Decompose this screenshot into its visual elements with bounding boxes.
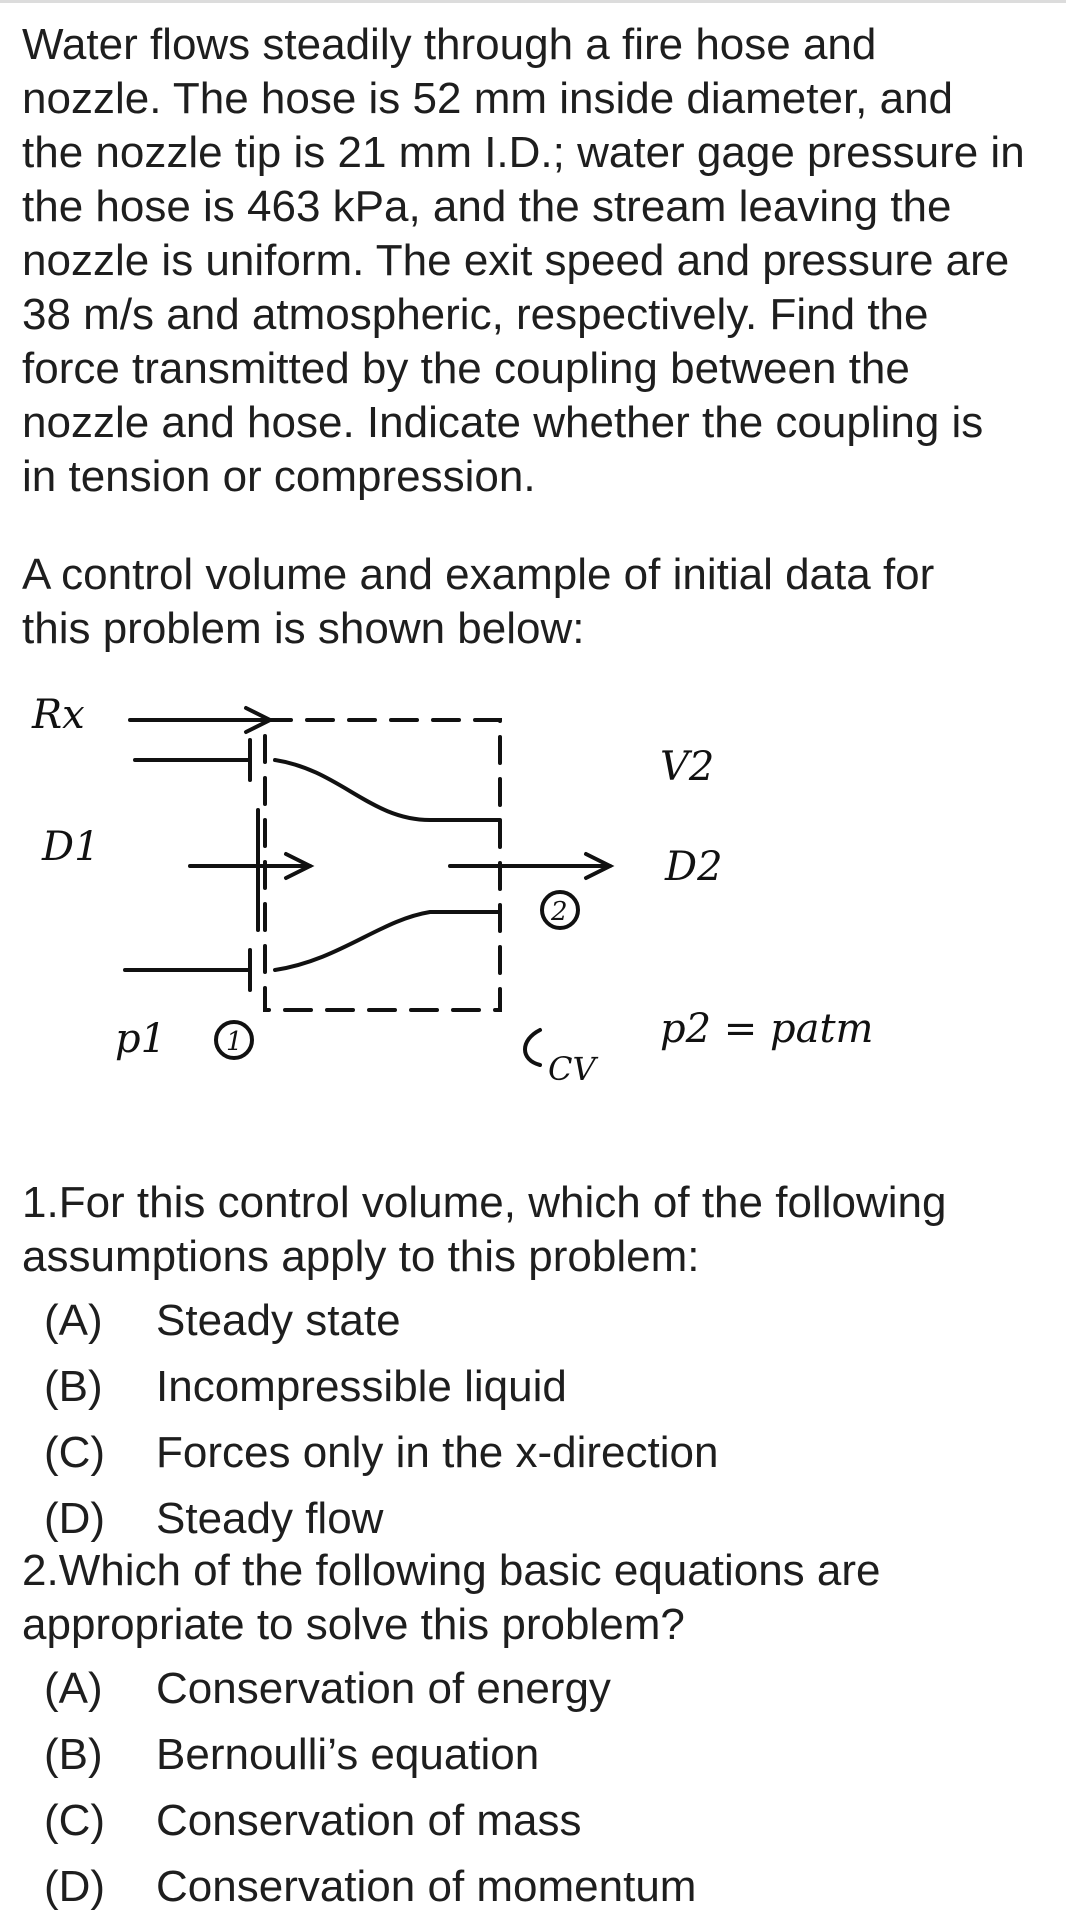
inlet-flow-arrow xyxy=(190,810,310,930)
q2-option-a[interactable] xyxy=(44,1662,611,1716)
label-station-2: 2 xyxy=(551,897,568,927)
hose-upper-wall xyxy=(135,740,500,820)
q1-option-b[interactable] xyxy=(44,1360,567,1414)
option-text: Bernoulli’s equation xyxy=(156,1730,540,1779)
intro-line: this problem is shown below: xyxy=(22,604,585,653)
option-text: Incompressible liquid xyxy=(156,1362,567,1411)
problem-line: nozzle is uniform. The exit speed and pressure are xyxy=(22,236,1010,285)
option-letter: (D) xyxy=(44,1862,106,1911)
option-letter: (A) xyxy=(44,1296,103,1345)
q1-option-c[interactable] xyxy=(44,1426,718,1480)
problem-statement xyxy=(22,18,1052,504)
label-p2-patm: p2 = patm xyxy=(660,1006,874,1052)
label-rx: Rx xyxy=(32,692,85,738)
option-text: Steady state xyxy=(156,1296,401,1345)
label-station-1: 1 xyxy=(226,1027,243,1057)
rx-arrow xyxy=(130,708,270,732)
label-cv: CV xyxy=(548,1050,596,1088)
top-divider xyxy=(0,0,1066,3)
option-letter: (C) xyxy=(44,1796,106,1845)
question-1 xyxy=(22,1176,1052,1284)
q1-option-d[interactable] xyxy=(44,1492,383,1546)
option-letter: (C) xyxy=(44,1428,106,1477)
problem-line: in tension or compression. xyxy=(22,452,536,501)
q2-option-b[interactable] xyxy=(44,1728,539,1782)
question-2 xyxy=(22,1544,1052,1652)
problem-line: nozzle. The hose is 52 mm inside diameter, and xyxy=(22,74,954,123)
option-letter: (A) xyxy=(44,1664,103,1713)
problem-line: force transmitted by the coupling between the xyxy=(22,344,910,393)
q1-option-a[interactable] xyxy=(44,1294,401,1348)
control-volume-diagram xyxy=(20,680,920,1100)
option-text: Forces only in the x-direction xyxy=(156,1428,719,1477)
option-letter: (B) xyxy=(44,1730,103,1779)
question-1-line: assumptions apply to this problem: xyxy=(22,1232,700,1281)
q2-option-d[interactable] xyxy=(44,1860,696,1914)
intro-line: A control volume and example of initial data for xyxy=(22,550,935,599)
outlet-flow-arrow xyxy=(450,854,610,878)
question-1-line: 1.For this control volume, which of the following xyxy=(22,1178,947,1227)
question-2-line: 2.Which of the following basic equations are xyxy=(22,1546,881,1595)
problem-line: the nozzle tip is 21 mm I.D.; water gage pressure in xyxy=(22,128,1025,177)
option-text: Steady flow xyxy=(156,1494,384,1543)
problem-line: 38 m/s and atmospheric, respectively. Find the xyxy=(22,290,929,339)
label-d2: D2 xyxy=(665,844,723,890)
cv-pointer xyxy=(525,1030,540,1065)
option-text: Conservation of mass xyxy=(156,1796,582,1845)
diagram-intro xyxy=(22,548,1052,656)
option-text: Conservation of momentum xyxy=(156,1862,697,1911)
label-d1: D1 xyxy=(42,824,100,870)
option-letter: (B) xyxy=(44,1362,103,1411)
option-text: Conservation of energy xyxy=(156,1664,611,1713)
q2-option-c[interactable] xyxy=(44,1794,582,1848)
label-v2: V2 xyxy=(660,744,715,790)
question-2-line: appropriate to solve this problem? xyxy=(22,1600,685,1649)
problem-line: the hose is 463 kPa, and the stream leaving the xyxy=(22,182,952,231)
option-letter: (D) xyxy=(44,1494,106,1543)
problem-line: nozzle and hose. Indicate whether the coupling is xyxy=(22,398,984,447)
problem-line: Water flows steadily through a fire hose and xyxy=(22,20,877,69)
label-p1: p1 xyxy=(115,1016,167,1062)
hose-lower-wall xyxy=(125,912,500,990)
